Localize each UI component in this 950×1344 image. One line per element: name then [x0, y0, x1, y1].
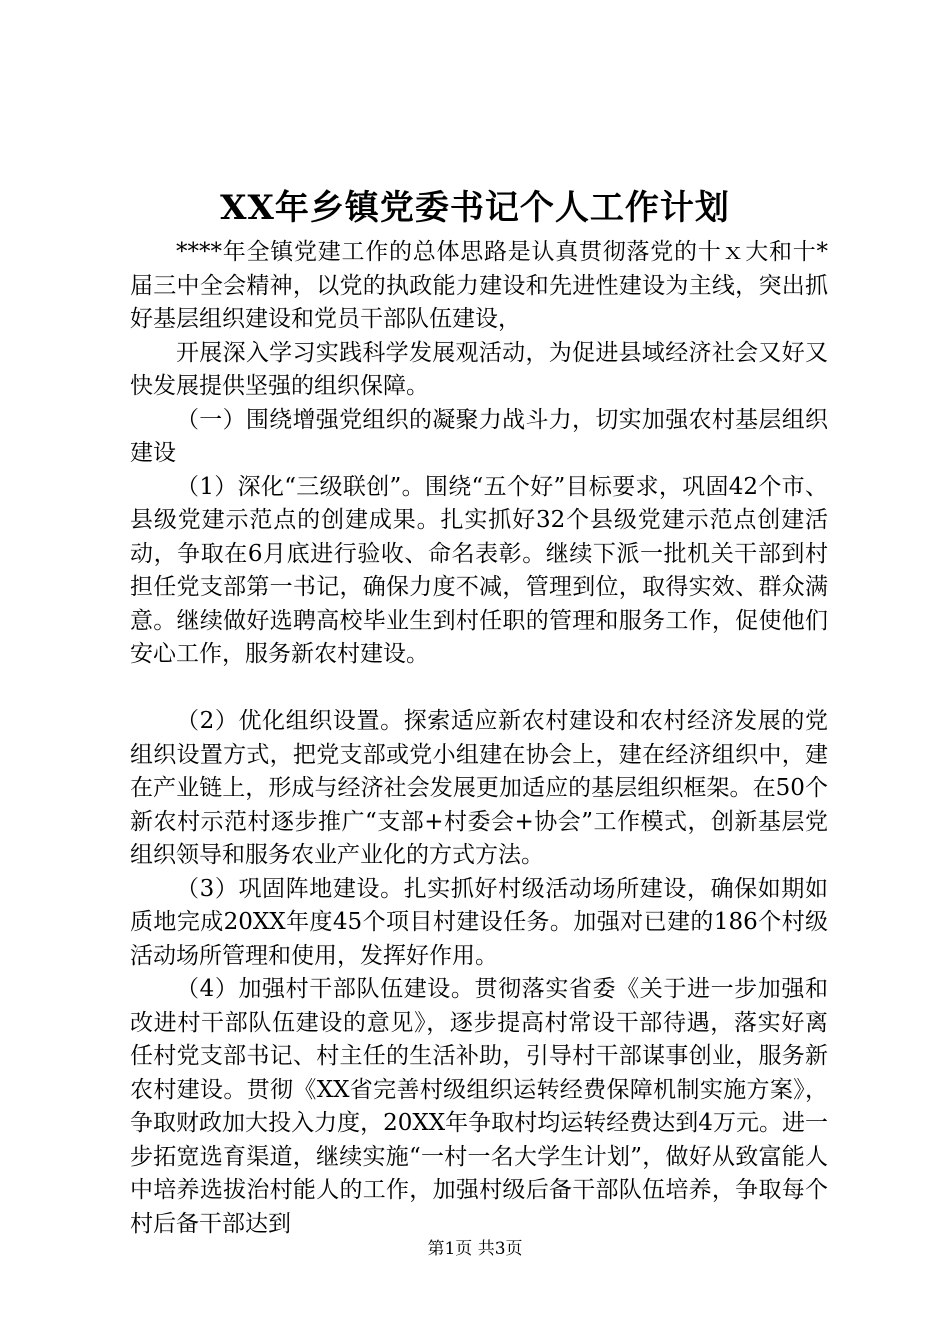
- document-title: XX年乡镇党委书记个人工作计划: [220, 188, 730, 228]
- paragraph-item-4: （4）加强村干部队伍建设。贯彻落实省委《关于进一步加强和改进村干部队伍建设的意见》，逐步提高村常设干部待遇，落实好离任村党支部书记、村主任的生活补助，引导村干部谋事创业，服务新农村建设。贯彻《XX省完善村级组织运转经费保障机制实施方案》，争取财政加大投入力度，20XX年争取村均运转经费达到4万元。进一步拓宽选育渠道，继续实施“一村一名大学生计划”，做好从致富能人中培养选拔治村能人的工作，加强村级后备干部队伍培养，争取每个村后备干部达到: [130, 976, 828, 1237]
- paragraph-intro: ****年全镇党建工作的总体思路是认真贯彻落党的十ｘ大和十*届三中全会精神，以党的执政能力建设和先进性建设为主线，突出抓好基层组织建设和党员干部队伍建设，: [130, 239, 828, 332]
- section-heading-1: （一）围绕增强党组织的凝聚力战斗力，切实加强农村基层组织建设: [130, 406, 828, 466]
- paragraph-item-2: （2）优化组织设置。探索适应新农村建设和农村经济发展的党组织设置方式，把党支部或党小组建在协会上，建在经济组织中，建在产业链上，形成与经济社会发展更加适应的基层组织框架。在50个新农村示范村逐步推广“支部+村委会+协会”工作模式，创新基层党组织领导和服务农业产业化的方式方法。: [130, 708, 828, 868]
- paragraph-item-1: （1）深化“三级联创”。围绕“五个好”目标要求，巩固42个市、县级党建示范点的创建成果。扎实抓好32个县级党建示范点创建活动，争取在6月底进行验收、命名表彰。继续下派一批机关干部到村担任党支部第一书记，确保力度不减，管理到位，取得实效、群众满意。继续做好选聘高校毕业生到村任职的管理和服务工作，促使他们安心工作，服务新农村建设。: [130, 473, 828, 667]
- paragraph-intro-continued: 开展深入学习实践科学发展观活动，为促进县域经济社会又好又快发展提供坚强的组织保障。: [130, 339, 828, 399]
- paragraph-item-3: （3）巩固阵地建设。扎实抓好村级活动场所建设，确保如期如质地完成20XX年度45个项目村建设任务。加强对已建的186个村级活动场所管理和使用，发挥好作用。: [130, 875, 828, 969]
- document-body: [130, 236, 828, 1241]
- page-footer: 第1页 共3页: [427, 1239, 523, 1259]
